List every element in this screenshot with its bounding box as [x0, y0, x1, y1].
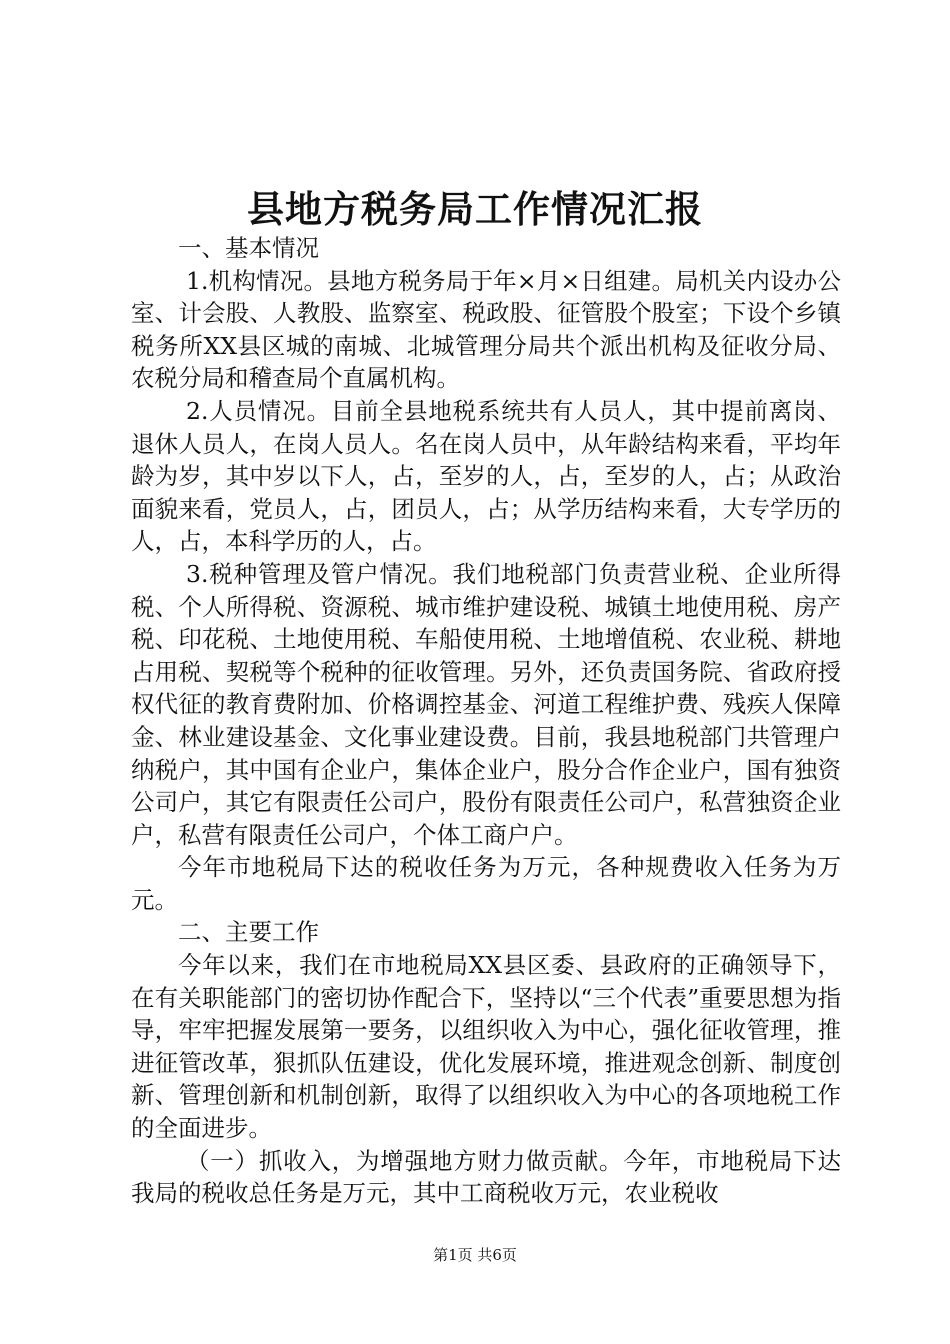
- section-heading-main-work: 二、主要工作: [178, 918, 319, 947]
- paragraph-main-work: 今年以来，我们在市地税局XX县区委、县政府的正确领导下，在有关职能部门的密切协作配合下，坚持以“三个代表”重要思想为指导，牢牢把握发展第一要务，以组织收入为中心，强化征收管理，推进征管改革，狠抓队伍建设，优化发展环境，推进观念创新、制度创新、管理创新和机制创新，取得了以组织收入为中心的各项地税工作的全面进步。: [131, 951, 841, 1143]
- paragraph-personnel: 2.人员情况。目前全县地税系统共有人员人，其中提前离岗、退休人员人，在岗人员人。名在岗人员中，从年龄结构来看，平均年龄为岁，其中岁以下人，占，至岁的人，占，至岁的人，占；从政治面貌来看，党员人，占，团员人，占；从学历结构来看，大专学历的人，占，本科学历的人，占。: [131, 396, 841, 556]
- page-number-footer: 第1页 共6页: [433, 1246, 517, 1264]
- document-title: 县地方税务局工作情况汇报: [247, 187, 703, 231]
- paragraph-tax-task: 今年市地税局下达的税收任务为万元，各种规费收入任务为万元。: [131, 853, 841, 914]
- paragraph-tax-management: 3.税种管理及管户情况。我们地税部门负责营业税、企业所得税、个人所得税、资源税、城市维护建设税、城镇土地使用税、房产税、印花税、土地使用税、车船使用税、土地增值税、农业税、耕地占用税、契税等个税种的征收管理。另外，还负责国务院、省政府授权代征的教育费附加、价格调控基金、河道工程维护费、残疾人保障金、林业建设基金、文化事业建设费。目前，我县地税部门共管理户纳税户，其中国有企业户，集体企业户，股分合作企业户，国有独资公司户，其它有限责任公司户，股份有限责任公司户，私营独资企业户，私营有限责任公司户，个体工商户户。: [131, 559, 841, 849]
- section-heading-basic-info: 一、基本情况: [178, 234, 319, 262]
- paragraph-revenue: （一）抓收入，为增强地方财力做贡献。今年，市地税局下达我局的税收总任务是万元，其中工商税收万元，农业税收: [131, 1146, 841, 1208]
- document-body: [131, 232, 841, 1210]
- paragraph-organization: 1.机构情况。县地方税务局于年×月×日组建。局机关内设办公室、计会股、人教股、监察室、税政股、征管股个股室；下设个乡镇税务所XX县区城的南城、北城管理分局共个派出机构及征收分局、农税分局和稽查局个直属机构。: [131, 266, 841, 393]
